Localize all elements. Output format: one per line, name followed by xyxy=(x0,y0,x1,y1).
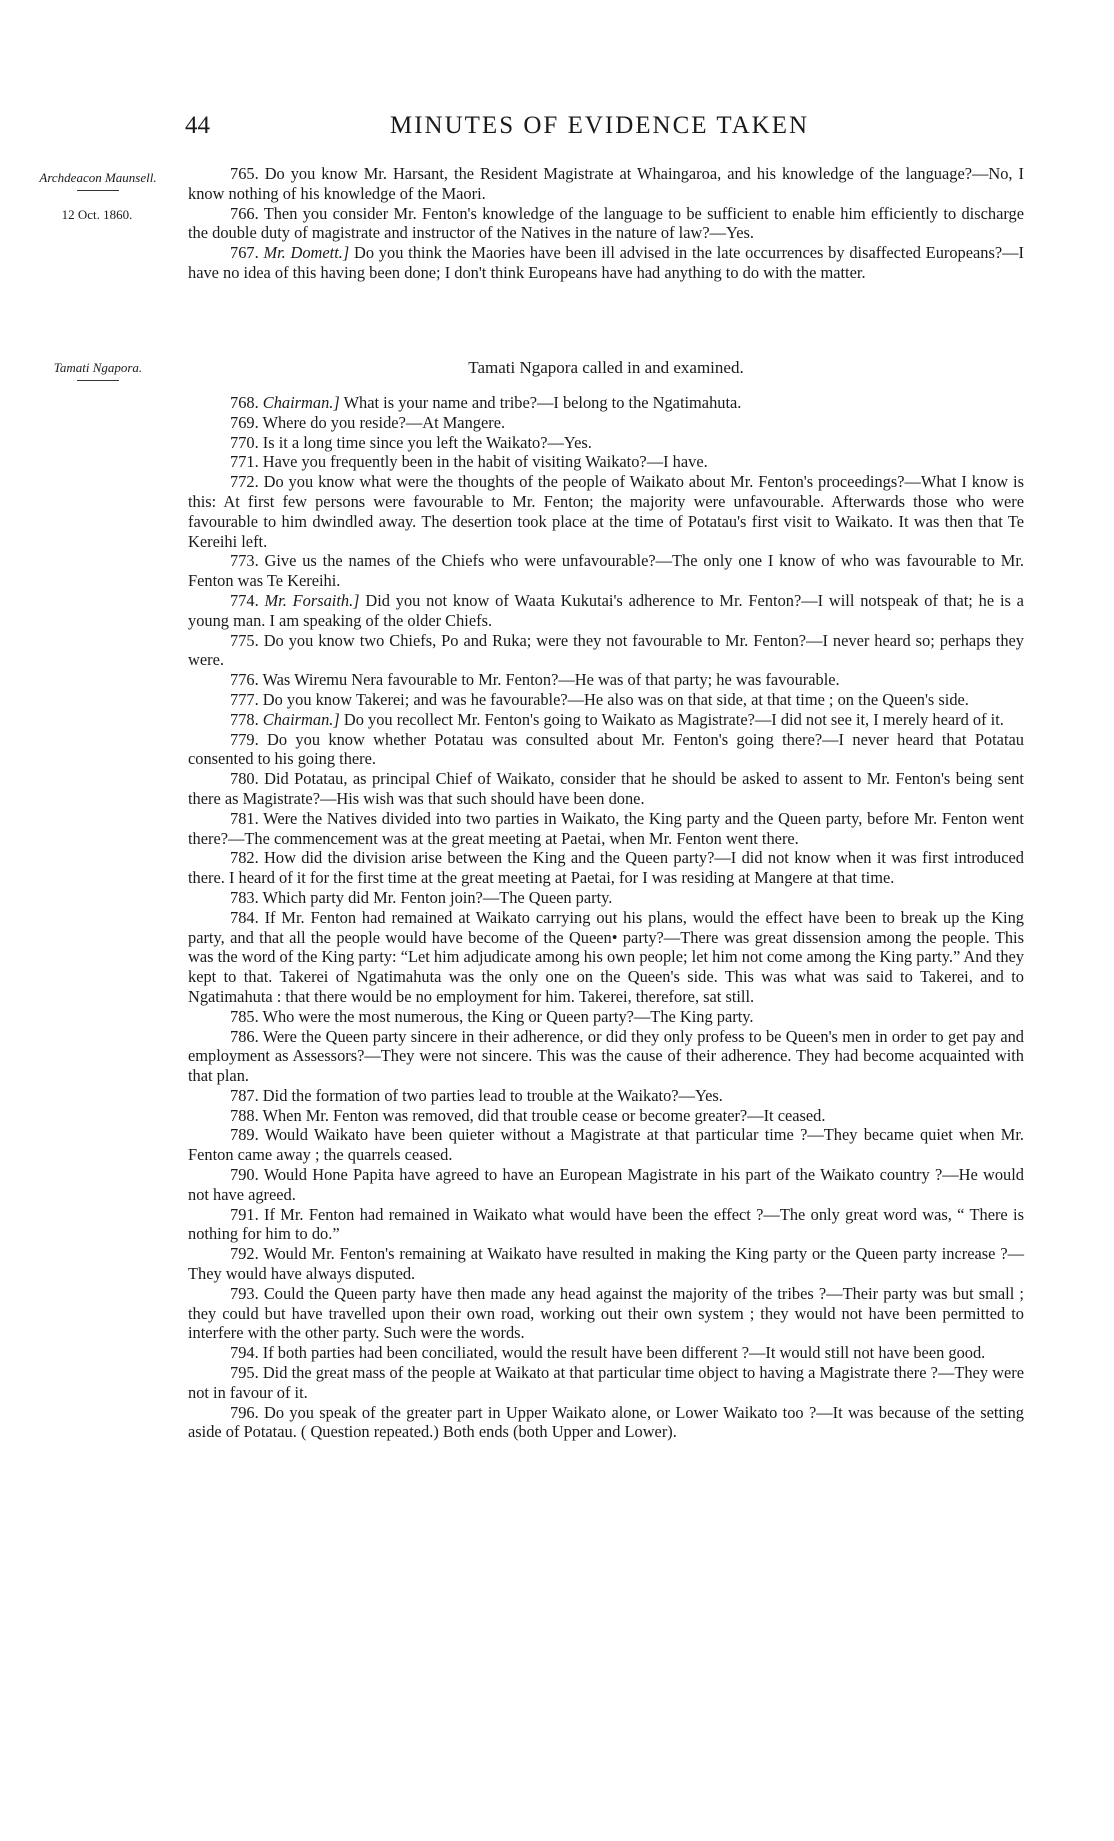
question-number: 779. xyxy=(230,729,259,749)
question-text: Is it a long time since you left the Waikato?—Yes. xyxy=(262,432,592,452)
question-text: Do you know whether Potatau was consulted about Mr. Fenton's going there?—I never heard that Potatau consented to his going there. xyxy=(188,729,1024,769)
question-paragraph xyxy=(188,1106,1024,1126)
running-title: MINUTES OF EVIDENCE TAKEN xyxy=(390,112,810,139)
question-number: 785. xyxy=(230,1006,259,1026)
question-paragraph xyxy=(188,243,1024,283)
evidence-part-1 xyxy=(188,164,1024,283)
question-text: Do you know Mr. Harsant, the Resident Magistrate at Whaingaroa, and his knowledge of the language?—No, I know nothing of his knowledge of the Maori. xyxy=(188,164,1024,203)
question-number: 774. xyxy=(230,590,259,610)
question-number: 793. xyxy=(230,1283,259,1303)
question-number: 784. xyxy=(230,907,259,927)
question-number: 782. xyxy=(230,848,259,868)
question-number: 789. xyxy=(230,1125,259,1145)
question-paragraph xyxy=(188,1284,1024,1343)
question-number: 776. xyxy=(230,670,259,690)
speaker-label: Chairman.] xyxy=(262,393,340,412)
margin-rule xyxy=(77,380,119,381)
question-text: Could the Queen party have then made any head against the majority of the tribes ?—Their party was but small ; they could but have travelled upon their own road, working out their own system ; they would not have been permitted to interfere with the other party. Such were the words. xyxy=(188,1283,1024,1343)
margin-rule xyxy=(77,190,119,191)
question-text: Do you know two Chiefs, Po and Ruka; were they not favourable to Mr. Fenton?—I never heard so; perhaps they were. xyxy=(188,630,1024,670)
question-text: What is your name and tribe?—I belong to the Ngatimahuta. xyxy=(343,393,742,412)
question-number: 795. xyxy=(230,1363,259,1383)
question-paragraph xyxy=(188,1403,1024,1443)
speaker-label: Mr. Forsaith.] xyxy=(264,590,360,610)
question-paragraph xyxy=(188,848,1024,888)
question-paragraph xyxy=(188,710,1024,730)
question-text: Do you think the Maories have been ill advised in the late occurrences by disaffected Europeans?—I have no idea of this having been done; I don't think Europeans have had anything to do with the matter. xyxy=(188,243,1024,282)
margin-date: 12 Oct. 1860. xyxy=(61,207,133,222)
question-number: 767. xyxy=(230,243,259,263)
question-paragraph xyxy=(188,1244,1024,1284)
question-paragraph xyxy=(188,690,1024,710)
question-text: Do you speak of the greater part in Upper Waikato alone, or Lower Waikato too ?—It was because of the setting aside of Potatau. ( Question repeated.) Both ends (both Upper and Lower). xyxy=(188,1402,1024,1442)
question-text: Would Mr. Fenton's remaining at Waikato have resulted in making the King party or the Queen party increase ?—They would have always disputed. xyxy=(188,1244,1024,1284)
question-number: 775. xyxy=(230,630,259,650)
page-number: 44 xyxy=(185,112,210,139)
question-paragraph xyxy=(188,1086,1024,1106)
question-number: 792. xyxy=(230,1244,259,1264)
question-paragraph xyxy=(188,433,1024,453)
question-number: 769. xyxy=(230,412,259,432)
question-paragraph xyxy=(188,730,1024,770)
question-paragraph xyxy=(188,413,1024,433)
question-text: Were the Natives divided into two parties in Waikato, the King party and the Queen party, before Mr. Fenton went there?—The commencement was at the great meeting at Paetai, when Mr. Fenton went there. xyxy=(188,808,1024,848)
question-paragraph xyxy=(188,908,1024,1007)
question-paragraph xyxy=(188,551,1024,591)
question-text: Did the formation of two parties lead to trouble at the Waikato?—Yes. xyxy=(262,1085,723,1105)
question-paragraph xyxy=(188,1363,1024,1403)
question-text: Give us the names of the Chiefs who were unfavourable?—The only one I know of who was favourable to Mr. Fenton was Te Kereihi. xyxy=(188,551,1024,591)
question-number: 766. xyxy=(230,203,259,223)
question-number: 781. xyxy=(230,808,259,828)
question-text: Do you know Takerei; and was he favourable?—He also was on that side, at that time ; on the Queen's side. xyxy=(262,689,969,709)
question-paragraph xyxy=(188,472,1024,551)
question-text: If both parties had been conciliated, would the result have been different ?—It would still not have been good. xyxy=(262,1343,986,1363)
question-number: 794. xyxy=(230,1343,259,1363)
question-number: 796. xyxy=(230,1402,259,1422)
question-number: 765. xyxy=(230,164,259,183)
question-paragraph xyxy=(188,1165,1024,1205)
question-paragraph xyxy=(188,452,1024,472)
margin-witness-1 xyxy=(8,170,188,191)
question-paragraph xyxy=(188,888,1024,908)
question-number: 768. xyxy=(230,393,259,412)
question-paragraph xyxy=(188,164,1024,204)
question-text: If Mr. Fenton had remained in Waikato what would have been the effect ?—The only great word was, “ There is nothing for him to do.” xyxy=(188,1204,1024,1244)
question-number: 772. xyxy=(230,472,259,492)
question-text: How did the division arise between the King and the Queen party?—I did not know when it was first introduced there. I heard of it for the first time at the great meeting at Paetai, for I was residing at Mangere at that time. xyxy=(188,848,1024,888)
question-number: 778. xyxy=(230,709,259,729)
question-paragraph xyxy=(188,1343,1024,1363)
margin-witness-1-name: Archdeacon Maunsell. xyxy=(39,170,157,185)
question-paragraph xyxy=(188,1007,1024,1027)
question-paragraph xyxy=(188,393,1024,413)
question-number: 770. xyxy=(230,432,259,452)
question-text: Where do you reside?—At Mangere. xyxy=(262,412,506,432)
question-text: Did you not know of Waata Kukutai's adherence to Mr. Fenton?—I will notspeak of that; he is a young man. I am speaking of the older Chiefs. xyxy=(188,590,1024,630)
question-paragraph xyxy=(188,670,1024,690)
speaker-label: Chairman.] xyxy=(262,709,340,729)
question-number: 791. xyxy=(230,1204,259,1224)
question-text: When Mr. Fenton was removed, did that trouble cease or become greater?—It ceased. xyxy=(262,1105,826,1125)
question-text: Then you consider Mr. Fenton's knowledge of the language to be sufficient to enable him efficiently to discharge the double duty of magistrate and instructor of the Natives in the nature of law?—Yes. xyxy=(188,203,1024,243)
question-text: Would Waikato have been quieter without a Magistrate at that particular time ?—They became quiet when Mr. Fenton came away ; the quarrels ceased. xyxy=(188,1125,1024,1165)
speaker-label: Mr. Domett.] xyxy=(263,243,350,263)
question-text: Would Hone Papita have agreed to have an European Magistrate in his part of the Waikato country ?—He would not have agreed. xyxy=(188,1165,1024,1204)
section-heading: Tamati Ngapora called in and examined. xyxy=(468,358,744,377)
question-number: 773. xyxy=(230,551,259,571)
question-number: 783. xyxy=(230,887,259,907)
question-number: 787. xyxy=(230,1085,259,1105)
question-text: Was Wiremu Nera favourable to Mr. Fenton?—He was of that party; he was favourable. xyxy=(262,670,840,690)
question-paragraph xyxy=(188,1027,1024,1086)
question-text: Have you frequently been in the habit of visiting Waikato?—I have. xyxy=(262,452,708,472)
question-number: 771. xyxy=(230,452,259,472)
margin-witness-2 xyxy=(8,360,188,381)
question-number: 790. xyxy=(230,1165,259,1185)
question-number: 780. xyxy=(230,769,259,789)
margin-witness-2-name: Tamati Ngapora. xyxy=(53,360,143,375)
question-text: Do you recollect Mr. Fenton's going to Waikato as Magistrate?—I did not see it, I merely heard of it. xyxy=(343,709,1004,729)
question-text: Which party did Mr. Fenton join?—The Queen party. xyxy=(262,887,613,907)
question-text: Did the great mass of the people at Waikato at that particular time object to having a Magistrate there ?—They were not in favour of it. xyxy=(188,1363,1024,1402)
question-paragraph xyxy=(188,1205,1024,1245)
question-number: 788. xyxy=(230,1105,259,1125)
question-paragraph xyxy=(188,204,1024,244)
question-text: Were the Queen party sincere in their adherence, or did they only profess to be Queen's men in order to get pay and employment as Assessors?—They were not sincere. This was the cause of their adherence. They had become acquainted with that plan. xyxy=(188,1026,1024,1086)
question-text: Who were the most numerous, the King or Queen party?—The King party. xyxy=(262,1006,754,1026)
evidence-part-2 xyxy=(188,393,1024,1442)
question-paragraph xyxy=(188,631,1024,671)
question-text: Do you know what were the thoughts of the people of Waikato about Mr. Fenton's proceedings?—What I know is this: At first few persons were favourable to Mr. Fenton; the majority were unfavourable. Afterwards those who were favourable to him dwindled away. The desertion took place at the time of Potatau's first visit to Waikato. It was then that Te Kereihi left. xyxy=(188,472,1024,551)
question-text: If Mr. Fenton had remained at Waikato carrying out his plans, would the effect have been to break up the King party, and that all the people would have become of the Queen• party?—There was great dissension among the people. This was the word of the King party: “Let him adjudicate among his own people; let him not come among the King party.” And they kept to that. Takerei of Ngatimahuta was the only one on the Queen's side. This was what was said to Takerei, and to Ngatimahuta : that there would be no employment for him. Takerei, therefore, sat still. xyxy=(188,907,1024,1006)
question-number: 777. xyxy=(230,689,259,709)
question-paragraph xyxy=(188,591,1024,631)
question-number: 786. xyxy=(230,1026,259,1046)
question-paragraph xyxy=(188,809,1024,849)
question-text: Did Potatau, as principal Chief of Waikato, consider that he should be asked to assent to Mr. Fenton's being sent there as Magistrate?—His wish was that such should have been done. xyxy=(188,769,1024,808)
question-paragraph xyxy=(188,769,1024,809)
question-paragraph xyxy=(188,1125,1024,1165)
